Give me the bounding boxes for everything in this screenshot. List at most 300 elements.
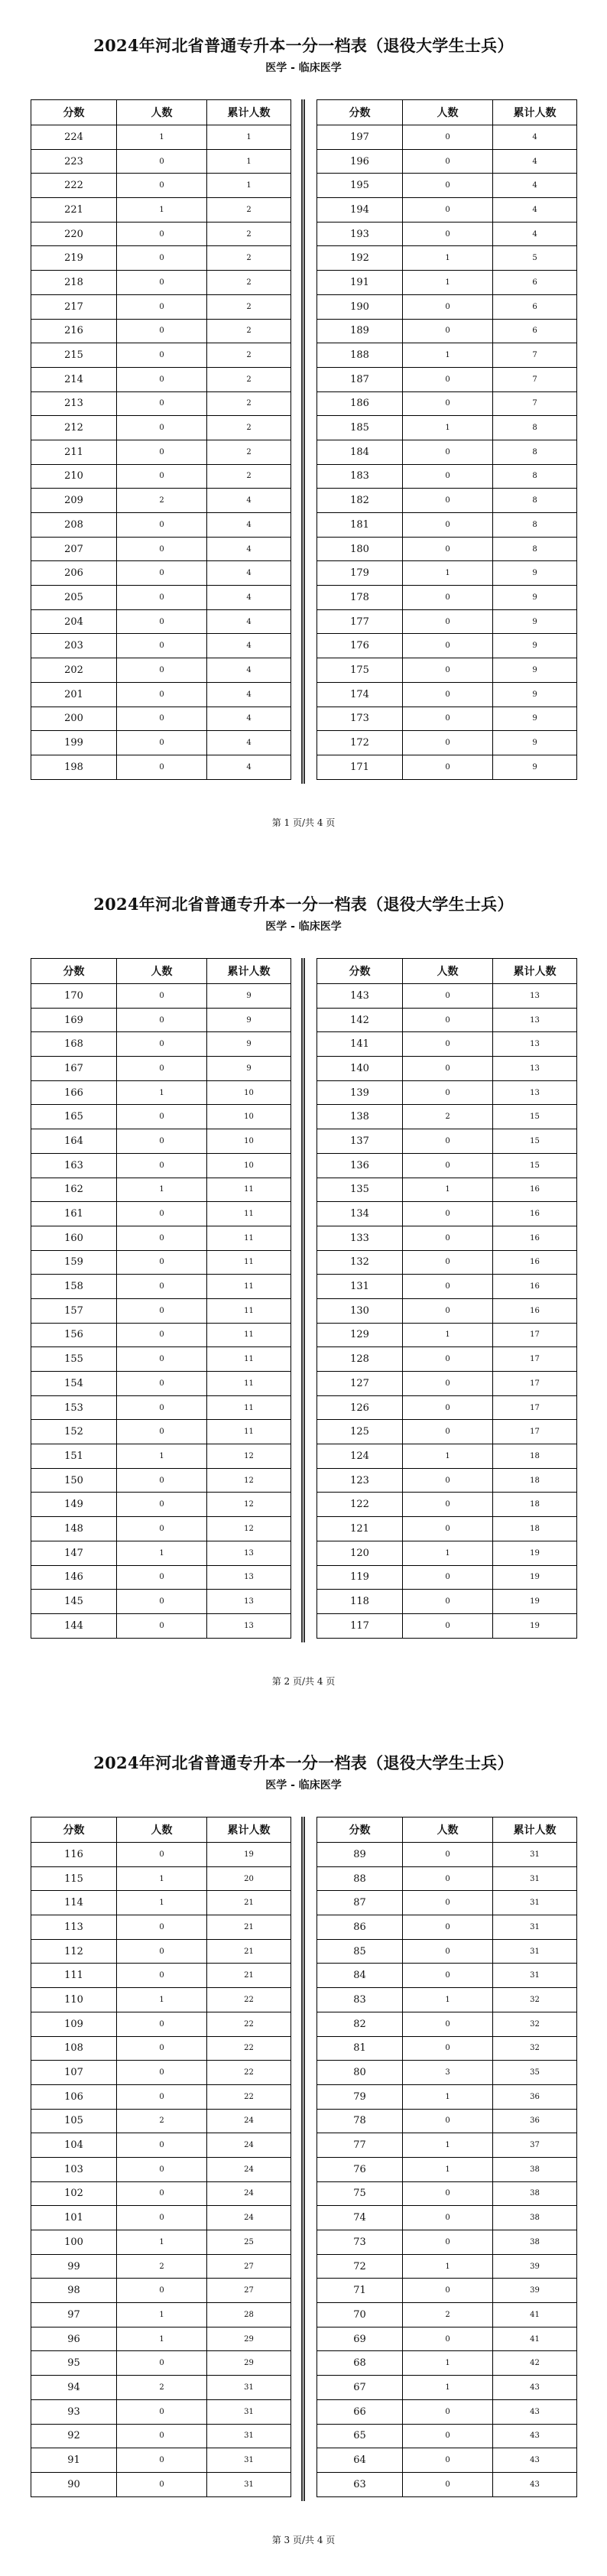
cell-cumulative: 31	[493, 1915, 577, 1940]
table-row	[317, 464, 577, 489]
cell-count: 0	[403, 1226, 493, 1250]
cell-cumulative: 38	[493, 2206, 577, 2230]
cell-cumulative: 4	[207, 561, 291, 586]
table-row	[31, 682, 291, 707]
cell-count: 0	[403, 1468, 493, 1493]
cell-score: 190	[317, 294, 403, 319]
cell-count: 0	[403, 1298, 493, 1323]
cell-cumulative: 4	[493, 149, 577, 174]
cell-score: 162	[31, 1178, 117, 1202]
table-header-row	[31, 100, 291, 125]
cell-count: 0	[403, 2109, 493, 2133]
cell-score: 82	[317, 2012, 403, 2036]
cell-score: 156	[31, 1323, 117, 1347]
cell-count: 1	[403, 343, 493, 368]
cell-cumulative: 15	[493, 1105, 577, 1129]
table-row	[31, 586, 291, 610]
cell-cumulative: 31	[207, 2448, 291, 2473]
cell-count: 0	[117, 537, 207, 561]
cell-cumulative: 24	[207, 2206, 291, 2230]
cell-count: 1	[117, 1988, 207, 2012]
table-row	[31, 1915, 291, 1940]
page-3	[0, 1717, 607, 2576]
cell-count: 0	[117, 2351, 207, 2376]
cell-cumulative: 4	[207, 682, 291, 707]
cell-score: 205	[31, 586, 117, 610]
cell-count: 0	[403, 1347, 493, 1372]
cell-cumulative: 7	[493, 343, 577, 368]
table-row	[317, 222, 577, 246]
cell-score: 176	[317, 634, 403, 658]
cell-score: 107	[31, 2061, 117, 2085]
cell-score: 209	[31, 489, 117, 513]
cell-score: 194	[317, 198, 403, 223]
table-row	[31, 1613, 291, 1638]
table-row	[317, 1444, 577, 1469]
cell-score: 199	[31, 731, 117, 755]
table-row	[31, 2448, 291, 2473]
cell-count: 0	[117, 2133, 207, 2158]
cell-count: 0	[403, 1939, 493, 1964]
table-row	[317, 1372, 577, 1396]
cell-cumulative: 4	[207, 609, 291, 634]
table-row	[31, 1057, 291, 1081]
cell-cumulative: 4	[207, 586, 291, 610]
cell-score: 210	[31, 464, 117, 489]
table-row	[31, 1032, 291, 1057]
cell-count: 0	[117, 2181, 207, 2206]
cell-cumulative: 8	[493, 440, 577, 464]
cell-count: 1	[117, 1178, 207, 1202]
table-row	[31, 1395, 291, 1420]
cell-cumulative: 4	[207, 755, 291, 779]
cell-count: 0	[403, 1517, 493, 1541]
cell-score: 163	[31, 1153, 117, 1178]
cell-cumulative: 5	[493, 246, 577, 271]
cell-count: 0	[117, 682, 207, 707]
cell-count: 0	[403, 2036, 493, 2061]
cell-count: 0	[117, 2036, 207, 2061]
cell-score: 143	[317, 984, 403, 1009]
table-row	[31, 1250, 291, 1275]
cell-score: 175	[317, 658, 403, 683]
cell-count: 0	[117, 1517, 207, 1541]
header-cumulative: 累计人数	[207, 100, 291, 125]
table-row	[317, 2376, 577, 2400]
cell-score: 128	[317, 1347, 403, 1372]
table-row	[317, 1226, 577, 1250]
table-header-row	[317, 100, 577, 125]
cell-cumulative: 17	[493, 1347, 577, 1372]
cell-cumulative: 39	[493, 2254, 577, 2279]
score-table-left	[31, 958, 291, 1639]
cell-score: 192	[317, 246, 403, 271]
table-row	[317, 2181, 577, 2206]
cell-cumulative: 19	[493, 1590, 577, 1614]
header-cumulative: 累计人数	[493, 100, 577, 125]
cell-cumulative: 4	[207, 731, 291, 755]
cell-count: 0	[117, 2279, 207, 2303]
table-row	[31, 2254, 291, 2279]
cell-score: 75	[317, 2181, 403, 2206]
table-row	[317, 609, 577, 634]
cell-cumulative: 1	[207, 149, 291, 174]
cell-score: 105	[31, 2109, 117, 2133]
table-row	[317, 755, 577, 779]
page-title: 2024年河北省普通专升本一分一档表（退役大学生士兵）	[93, 895, 514, 914]
table-row	[317, 1008, 577, 1032]
table-row	[31, 1129, 291, 1154]
cell-count: 0	[403, 682, 493, 707]
cell-score: 172	[317, 731, 403, 755]
cell-count: 0	[117, 1843, 207, 1867]
cell-count: 1	[117, 1444, 207, 1469]
table-row	[31, 174, 291, 198]
cell-score: 203	[31, 634, 117, 658]
cell-score: 87	[317, 1891, 403, 1915]
cell-score: 84	[317, 1964, 403, 1988]
cell-count: 1	[117, 2303, 207, 2327]
cell-count: 0	[403, 707, 493, 731]
cell-cumulative: 11	[207, 1202, 291, 1226]
table-row	[317, 1080, 577, 1105]
cell-cumulative: 16	[493, 1250, 577, 1275]
page-footer: 第 1 页/共 4 页	[271, 817, 336, 828]
table-row	[31, 2230, 291, 2255]
cell-count: 0	[117, 271, 207, 295]
cell-cumulative: 13	[207, 1590, 291, 1614]
cell-cumulative: 2	[207, 198, 291, 223]
cell-cumulative: 20	[207, 1866, 291, 1891]
cell-cumulative: 24	[207, 2157, 291, 2181]
cell-cumulative: 39	[493, 2279, 577, 2303]
header-count: 人数	[117, 1817, 207, 1843]
cell-cumulative: 13	[207, 1613, 291, 1638]
cell-cumulative: 15	[493, 1129, 577, 1154]
cell-cumulative: 13	[493, 984, 577, 1009]
cell-score: 109	[31, 2012, 117, 2036]
cell-count: 0	[403, 440, 493, 464]
cell-count: 2	[403, 2303, 493, 2327]
header-cumulative: 累计人数	[207, 959, 291, 984]
table-row	[317, 658, 577, 683]
cell-score: 65	[317, 2424, 403, 2448]
cell-count: 0	[117, 1613, 207, 1638]
cell-score: 187	[317, 367, 403, 391]
table-row	[31, 2157, 291, 2181]
table-row	[31, 984, 291, 1009]
cell-count: 0	[403, 755, 493, 779]
header-count: 人数	[403, 959, 493, 984]
score-table-right	[316, 1817, 577, 2497]
table-row	[31, 1891, 291, 1915]
cell-count: 0	[403, 984, 493, 1009]
cell-score: 93	[31, 2399, 117, 2424]
cell-count: 0	[403, 174, 493, 198]
table-row	[317, 367, 577, 391]
cell-score: 182	[317, 489, 403, 513]
table-row	[31, 1008, 291, 1032]
cell-score: 127	[317, 1372, 403, 1396]
cell-count: 0	[117, 2424, 207, 2448]
cell-cumulative: 2	[207, 440, 291, 464]
cell-count: 0	[403, 1153, 493, 1178]
cell-cumulative: 32	[493, 2012, 577, 2036]
cell-count: 0	[117, 149, 207, 174]
table-row	[31, 2279, 291, 2303]
header-score: 分数	[317, 100, 403, 125]
cell-cumulative: 10	[207, 1129, 291, 1154]
table-row	[317, 2327, 577, 2351]
cell-count: 1	[403, 561, 493, 586]
cell-score: 164	[31, 1129, 117, 1154]
cell-count: 0	[403, 1395, 493, 1420]
cell-count: 0	[117, 513, 207, 538]
cell-count: 0	[117, 319, 207, 343]
cell-cumulative: 43	[493, 2424, 577, 2448]
cell-count: 0	[117, 1105, 207, 1129]
cell-cumulative: 16	[493, 1202, 577, 1226]
cell-score: 69	[317, 2327, 403, 2351]
cell-score: 117	[317, 1613, 403, 1638]
cell-count: 0	[117, 658, 207, 683]
cell-cumulative: 11	[207, 1250, 291, 1275]
cell-cumulative: 4	[493, 222, 577, 246]
cell-score: 104	[31, 2133, 117, 2158]
cell-count: 1	[117, 1866, 207, 1891]
table-row	[317, 1939, 577, 1964]
table-row	[31, 1866, 291, 1891]
table-row	[31, 731, 291, 755]
table-row	[31, 440, 291, 464]
cell-cumulative: 13	[493, 1057, 577, 1081]
cell-score: 85	[317, 1939, 403, 1964]
cell-cumulative: 22	[207, 2084, 291, 2109]
page-title: 2024年河北省普通专升本一分一档表（退役大学生士兵）	[93, 36, 514, 55]
cell-score: 220	[31, 222, 117, 246]
cell-score: 135	[317, 1178, 403, 1202]
cell-cumulative: 10	[207, 1080, 291, 1105]
cell-count: 0	[403, 1057, 493, 1081]
table-row	[31, 1226, 291, 1250]
table-row	[317, 174, 577, 198]
table-row	[31, 343, 291, 368]
cell-cumulative: 43	[493, 2448, 577, 2473]
cell-score: 74	[317, 2206, 403, 2230]
table-row	[317, 1153, 577, 1178]
page-subtitle: 医学 - 临床医学	[265, 1779, 342, 1792]
table-row	[317, 2061, 577, 2085]
cell-score: 96	[31, 2327, 117, 2351]
table-row	[31, 1178, 291, 1202]
page-subtitle: 医学 - 临床医学	[265, 921, 342, 933]
cell-count: 0	[403, 464, 493, 489]
cell-score: 89	[317, 1843, 403, 1867]
table-row	[317, 271, 577, 295]
table-row	[31, 1275, 291, 1299]
cell-count: 0	[117, 1565, 207, 1590]
cell-count: 0	[117, 984, 207, 1009]
cell-cumulative: 2	[207, 271, 291, 295]
cell-cumulative: 43	[493, 2376, 577, 2400]
cell-count: 1	[117, 2230, 207, 2255]
table-row	[317, 537, 577, 561]
cell-cumulative: 7	[493, 391, 577, 416]
cell-count: 0	[117, 1939, 207, 1964]
table-row	[317, 2351, 577, 2376]
cell-score: 86	[317, 1915, 403, 1940]
table-row	[31, 416, 291, 440]
cell-count: 0	[403, 634, 493, 658]
table-row	[31, 2012, 291, 2036]
cell-score: 217	[31, 294, 117, 319]
cell-cumulative: 37	[493, 2133, 577, 2158]
table-row	[317, 1178, 577, 1202]
cell-count: 0	[403, 1032, 493, 1057]
cell-score: 124	[317, 1444, 403, 1469]
cell-count: 0	[403, 513, 493, 538]
cell-cumulative: 18	[493, 1493, 577, 1517]
cell-count: 0	[117, 2061, 207, 2085]
header-count: 人数	[403, 1817, 493, 1843]
table-row	[317, 1323, 577, 1347]
column-divider	[301, 99, 305, 784]
cell-score: 129	[317, 1323, 403, 1347]
cell-cumulative: 22	[207, 2036, 291, 2061]
cell-cumulative: 2	[207, 294, 291, 319]
header-count: 人数	[117, 100, 207, 125]
cell-count: 0	[117, 1964, 207, 1988]
table-row	[317, 246, 577, 271]
table-row	[31, 537, 291, 561]
cell-count: 1	[403, 2084, 493, 2109]
cell-cumulative: 21	[207, 1939, 291, 1964]
cell-cumulative: 17	[493, 1395, 577, 1420]
cell-count: 0	[117, 2399, 207, 2424]
cell-score: 81	[317, 2036, 403, 2061]
cell-count: 0	[403, 222, 493, 246]
cell-cumulative: 1	[207, 125, 291, 150]
cell-cumulative: 10	[207, 1105, 291, 1129]
cell-score: 161	[31, 1202, 117, 1226]
cell-score: 157	[31, 1298, 117, 1323]
table-row	[317, 1202, 577, 1226]
cell-cumulative: 43	[493, 2472, 577, 2496]
cell-cumulative: 35	[493, 2061, 577, 2085]
cell-score: 179	[317, 561, 403, 586]
table-row	[31, 246, 291, 271]
table-row	[31, 1347, 291, 1372]
cell-count: 0	[117, 1032, 207, 1057]
cell-cumulative: 11	[207, 1372, 291, 1396]
cell-count: 1	[403, 1323, 493, 1347]
cell-score: 79	[317, 2084, 403, 2109]
table-row	[31, 2109, 291, 2133]
cell-cumulative: 11	[207, 1395, 291, 1420]
cell-score: 115	[31, 1866, 117, 1891]
cell-cumulative: 21	[207, 1915, 291, 1940]
cell-count: 0	[403, 1372, 493, 1396]
table-header-row	[31, 959, 291, 984]
cell-score: 216	[31, 319, 117, 343]
cell-count: 0	[117, 1275, 207, 1299]
page-footer: 第 3 页/共 4 页	[271, 2535, 336, 2545]
cell-score: 218	[31, 271, 117, 295]
cell-score: 223	[31, 149, 117, 174]
cell-score: 198	[31, 755, 117, 779]
cell-count: 0	[403, 367, 493, 391]
cell-score: 183	[317, 464, 403, 489]
cell-count: 0	[117, 755, 207, 779]
table-row	[31, 1420, 291, 1444]
cell-score: 120	[317, 1541, 403, 1565]
cell-score: 154	[31, 1372, 117, 1396]
cell-score: 219	[31, 246, 117, 271]
table-row	[31, 561, 291, 586]
cell-score: 184	[317, 440, 403, 464]
cell-cumulative: 17	[493, 1420, 577, 1444]
table-row	[31, 1080, 291, 1105]
cell-count: 0	[403, 2206, 493, 2230]
cell-cumulative: 18	[493, 1444, 577, 1469]
cell-cumulative: 11	[207, 1420, 291, 1444]
table-row	[317, 2448, 577, 2473]
cell-score: 67	[317, 2376, 403, 2400]
cell-score: 208	[31, 513, 117, 538]
score-table-left	[31, 1817, 291, 2497]
table-header-row	[317, 1817, 577, 1843]
cell-count: 0	[117, 1915, 207, 1940]
cell-score: 137	[317, 1129, 403, 1154]
header-score: 分数	[317, 1817, 403, 1843]
cell-cumulative: 16	[493, 1226, 577, 1250]
cell-cumulative: 2	[207, 367, 291, 391]
table-row	[317, 1298, 577, 1323]
header-count: 人数	[403, 100, 493, 125]
cell-score: 189	[317, 319, 403, 343]
cell-score: 166	[31, 1080, 117, 1105]
cell-cumulative: 12	[207, 1517, 291, 1541]
cell-cumulative: 11	[207, 1298, 291, 1323]
cell-count: 0	[403, 125, 493, 150]
cell-score: 108	[31, 2036, 117, 2061]
cell-count: 0	[403, 1250, 493, 1275]
table-row	[317, 634, 577, 658]
table-row	[31, 2399, 291, 2424]
table-row	[31, 2181, 291, 2206]
cell-score: 122	[317, 1493, 403, 1517]
table-row	[317, 2254, 577, 2279]
cell-count: 0	[117, 1323, 207, 1347]
cell-cumulative: 38	[493, 2181, 577, 2206]
cell-count: 0	[117, 222, 207, 246]
table-row	[317, 1590, 577, 1614]
table-row	[317, 149, 577, 174]
cell-count: 0	[403, 2012, 493, 2036]
cell-score: 211	[31, 440, 117, 464]
table-row	[31, 2084, 291, 2109]
cell-count: 0	[403, 1590, 493, 1614]
cell-score: 95	[31, 2351, 117, 2376]
cell-score: 197	[317, 125, 403, 150]
cell-count: 0	[403, 1964, 493, 1988]
header-score: 分数	[31, 100, 117, 125]
cell-count: 0	[117, 1395, 207, 1420]
cell-score: 201	[31, 682, 117, 707]
column-divider	[301, 958, 305, 1642]
table-row	[317, 2230, 577, 2255]
table-row	[31, 707, 291, 731]
